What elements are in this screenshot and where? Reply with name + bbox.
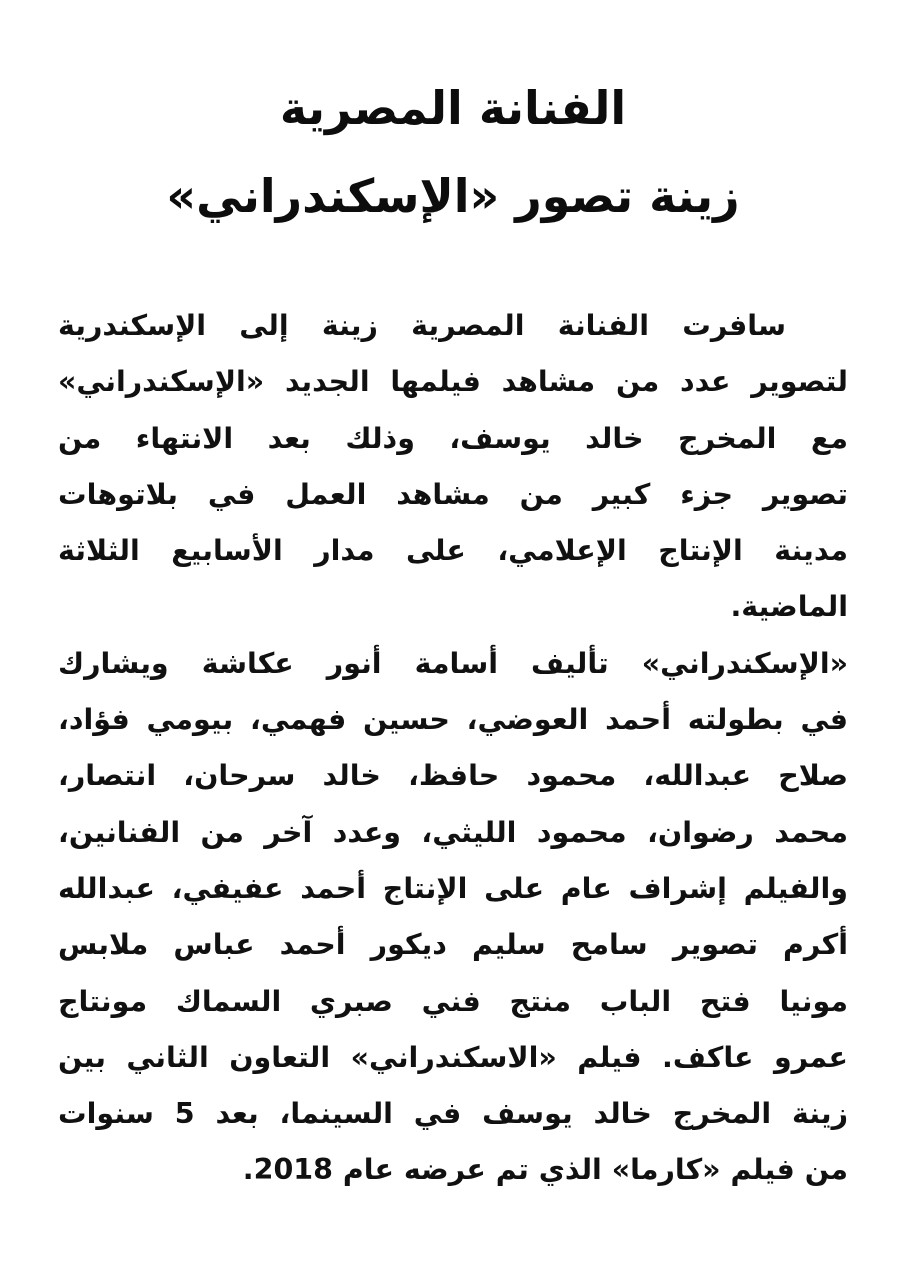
- news-article: [58, 64, 848, 1199]
- body-line: لتصوير عدد من مشاهد فيلمها الجديد «الإسكندراني»: [58, 365, 848, 399]
- body-line: مدينة الإنتاج الإعلامي، على مدار الأسابيع الثلاثة: [58, 534, 848, 568]
- article-body: [58, 298, 848, 1199]
- body-line: من فيلم «كارما» الذي تم عرضه عام 2018.: [242, 1153, 848, 1187]
- body-line: صلاح عبدالله، محمود حافظ، خالد سرحان، انتصار،: [58, 759, 848, 793]
- body-line: في بطولته أحمد العوضي، حسين فهمي، بيومي فؤاد،: [58, 703, 848, 737]
- body-line: محمد رضوان، محمود الليثي، وعدد آخر من الفنانين،: [58, 815, 848, 849]
- article-headline: [58, 64, 848, 240]
- body-line: مع المخرج خالد يوسف، وذلك بعد الانتهاء من: [58, 421, 848, 455]
- body-line: أكرم تصوير سامح سليم ديكور أحمد عباس ملابس: [58, 928, 848, 962]
- body-line: الماضية.: [730, 590, 848, 624]
- body-line: مونيا فتح الباب منتج فني صبري السماك مونتاج: [58, 984, 848, 1018]
- body-line: زينة المخرج خالد يوسف في السينما، بعد 5 سنوات: [58, 1097, 848, 1131]
- body-line: تصوير جزء كبير من مشاهد العمل في بلاتوهات: [58, 477, 848, 511]
- body-line: سافرت الفنانة المصرية زينة إلى الإسكندرية: [58, 309, 786, 342]
- headline-line-2: زينة تصور «الإسكندراني»: [166, 169, 740, 223]
- body-line: «الإسكندراني» تأليف أسامة أنور عكاشة ويشارك: [58, 646, 848, 680]
- headline-line-1: الفنانة المصرية: [279, 81, 627, 135]
- body-line: عمرو عاكف. فيلم «الاسكندراني» التعاون الثاني بين: [58, 1040, 848, 1074]
- body-line: والفيلم إشراف عام على الإنتاج أحمد عفيفي، عبدالله: [58, 871, 848, 905]
